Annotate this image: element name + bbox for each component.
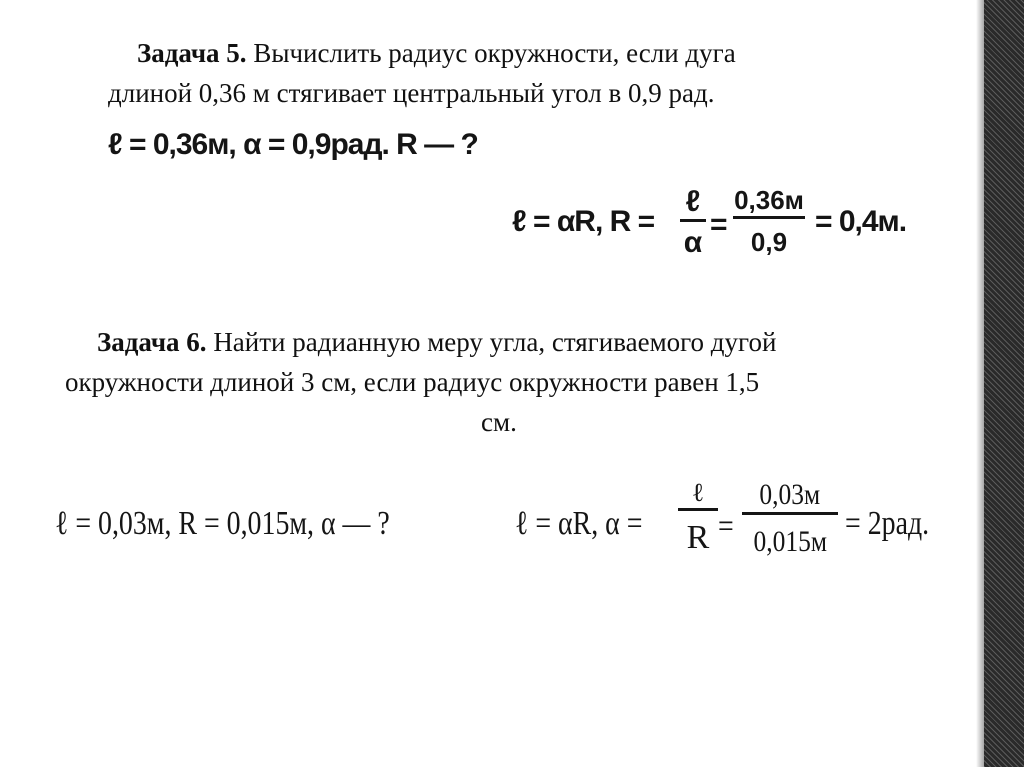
task5-line1: [137, 33, 736, 73]
task6-line1: [97, 322, 776, 362]
task5-frac2-numerator: 0,36м: [734, 185, 804, 215]
task6-result: = 2рад.: [845, 505, 930, 542]
task5-frac1-numerator: ℓ: [685, 185, 701, 218]
task6-line3: см.: [481, 407, 517, 437]
fraction-bar: [733, 216, 805, 219]
task6-line2: окружности длиной 3 см, если радиус окружности равен 1,5: [65, 367, 760, 397]
task6-fraction-1: [678, 478, 718, 557]
fraction-bar: [680, 219, 706, 222]
task5-solution-left: ℓ = αR, R =: [512, 205, 655, 238]
task6-eq-sign: =: [718, 508, 734, 545]
task6-frac2-numerator: 0,03м: [759, 478, 821, 511]
task5-fraction-2: [733, 185, 805, 258]
task6-frac1-numerator: ℓ: [691, 478, 705, 507]
task5-frac2-denominator: 0,9: [750, 227, 788, 257]
task6-frac1-denominator: R: [686, 519, 710, 556]
task6-line1-text: Найти радианную меру угла, стягиваемого дугой: [206, 327, 777, 357]
task5-line1-text: Вычислить радиус окружности, если дуга: [246, 38, 736, 68]
task5-given: ℓ = 0,36м, α = 0,9рад. R — ?: [108, 128, 478, 161]
task6-solution-left: ℓ = αR, α =: [515, 505, 643, 542]
task5-line2: длиной 0,36 м стягивает центральный угол в 0,9 рад.: [108, 78, 715, 108]
task5-title: Задача 5.: [137, 38, 247, 68]
task5-eq-sign: =: [710, 208, 727, 241]
task5-result: = 0,4м.: [815, 205, 907, 238]
task5-fraction-1: [680, 185, 706, 260]
fraction-bar: [678, 508, 718, 511]
task6-title: Задача 6.: [97, 327, 207, 357]
task6-frac2-denominator: 0,015м: [753, 525, 827, 558]
task5-frac1-denominator: α: [683, 226, 703, 259]
fraction-bar: [742, 512, 838, 515]
slide-border-pattern: [984, 0, 1024, 767]
slide-edge-shadow: [976, 0, 984, 767]
task6-fraction-2: [742, 478, 838, 559]
task6-given: ℓ = 0,03м, R = 0,015м, α — ?: [55, 505, 390, 542]
